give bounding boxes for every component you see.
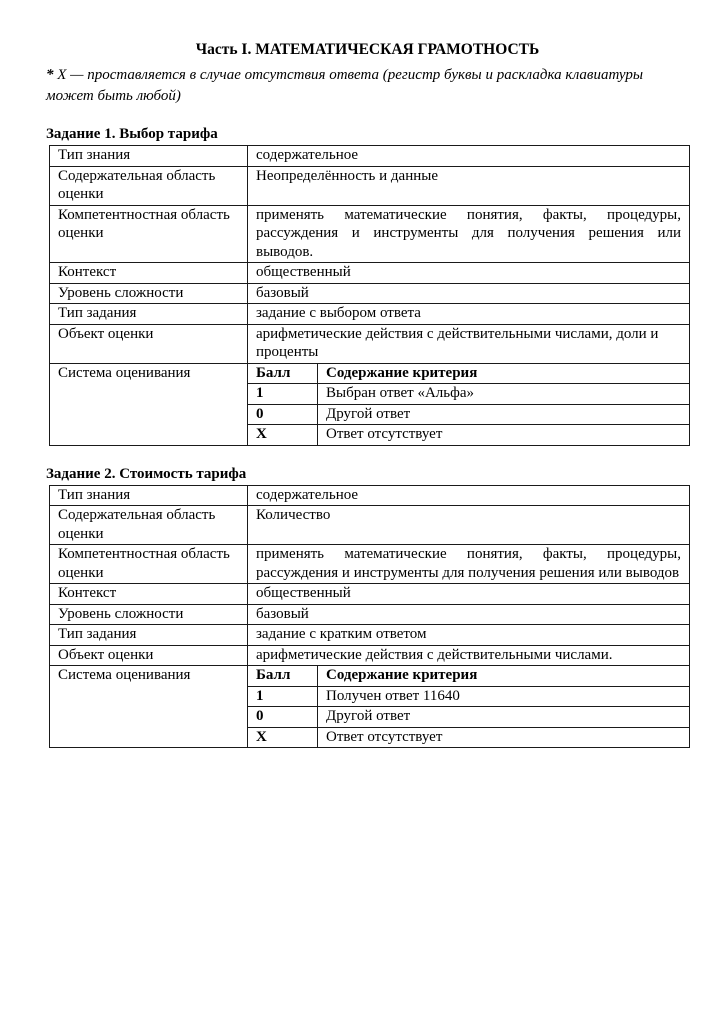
table-row xyxy=(50,146,690,167)
score-value: 0 xyxy=(248,707,318,728)
score-column-header: Балл xyxy=(248,666,318,687)
row-label: Содержательная область оценки xyxy=(50,506,248,545)
table-row xyxy=(50,324,690,363)
table-row xyxy=(50,584,690,605)
footnote-marker: * xyxy=(46,67,58,83)
criteria-column-header: Содержание критерия xyxy=(318,666,690,687)
row-value: содержательное xyxy=(248,146,690,167)
row-label: Тип знания xyxy=(50,146,248,167)
table-row xyxy=(50,645,690,666)
task-2-heading: Задание 2. Стоимость тарифа xyxy=(46,465,247,482)
row-value: арифметические действия с действительными числами. xyxy=(248,645,690,666)
row-value: Неопределённость и данные xyxy=(248,166,690,205)
row-value: Количество xyxy=(248,506,690,545)
score-value: X xyxy=(248,727,318,748)
scoring-label: Система оценивания xyxy=(50,363,248,445)
page-title: Часть I. МАТЕМАТИЧЕСКАЯ ГРАМОТНОСТЬ xyxy=(195,41,540,58)
row-value: применять математические понятия, факты, процедуры, рассуждения и инструменты для получения решения или выводов. xyxy=(248,205,690,263)
table-row xyxy=(50,166,690,205)
row-label: Компетентностная область оценки xyxy=(50,205,248,263)
table-row xyxy=(50,545,690,584)
footnote-text: X — проставляется в случае отсутствия ответа (регистр буквы и раскладка клавиатуры может быть любой) xyxy=(46,67,644,104)
score-value: 0 xyxy=(248,404,318,425)
row-value: задание с выбором ответа xyxy=(248,304,690,325)
row-label: Тип знания xyxy=(50,485,248,506)
row-value: содержательное xyxy=(248,485,690,506)
table-row xyxy=(50,506,690,545)
table-row xyxy=(50,283,690,304)
criteria-value: Выбран ответ «Альфа» xyxy=(318,384,690,405)
criteria-value: Другой ответ xyxy=(318,404,690,425)
scoring-header-row xyxy=(50,666,690,687)
task-1-table xyxy=(49,145,690,446)
table-row xyxy=(50,485,690,506)
row-value: общественный xyxy=(248,584,690,605)
row-label: Объект оценки xyxy=(50,324,248,363)
row-label: Уровень сложности xyxy=(50,283,248,304)
score-column-header: Балл xyxy=(248,363,318,384)
table-row xyxy=(50,263,690,284)
table-row xyxy=(50,625,690,646)
row-label: Компетентностная область оценки xyxy=(50,545,248,584)
row-value: базовый xyxy=(248,283,690,304)
table-row xyxy=(50,304,690,325)
score-value: X xyxy=(248,425,318,446)
row-label: Контекст xyxy=(50,584,248,605)
row-value: общественный xyxy=(248,263,690,284)
criteria-value: Получен ответ 11640 xyxy=(318,686,690,707)
row-value: базовый xyxy=(248,604,690,625)
table-row xyxy=(50,205,690,263)
criteria-value: Другой ответ xyxy=(318,707,690,728)
task-2-table xyxy=(49,485,690,749)
criteria-value: Ответ отсутствует xyxy=(318,425,690,446)
scoring-label: Система оценивания xyxy=(50,666,248,748)
row-label: Уровень сложности xyxy=(50,604,248,625)
criteria-value: Ответ отсутствует xyxy=(318,727,690,748)
row-value: задание с кратким ответом xyxy=(248,625,690,646)
scoring-header-row xyxy=(50,363,690,384)
table-row xyxy=(50,604,690,625)
row-value: арифметические действия с действительными числами, доли и проценты xyxy=(248,324,690,363)
footnote xyxy=(46,65,689,106)
row-label: Содержательная область оценки xyxy=(50,166,248,205)
row-label: Объект оценки xyxy=(50,645,248,666)
row-label: Тип задания xyxy=(50,625,248,646)
row-label: Тип задания xyxy=(50,304,248,325)
row-label: Контекст xyxy=(50,263,248,284)
criteria-column-header: Содержание критерия xyxy=(318,363,690,384)
score-value: 1 xyxy=(248,686,318,707)
row-value: применять математические понятия, факты, процедуры, рассуждения и инструменты для получения решения или выводов xyxy=(248,545,690,584)
task-1-heading: Задание 1. Выбор тарифа xyxy=(46,126,218,142)
score-value: 1 xyxy=(248,384,318,405)
